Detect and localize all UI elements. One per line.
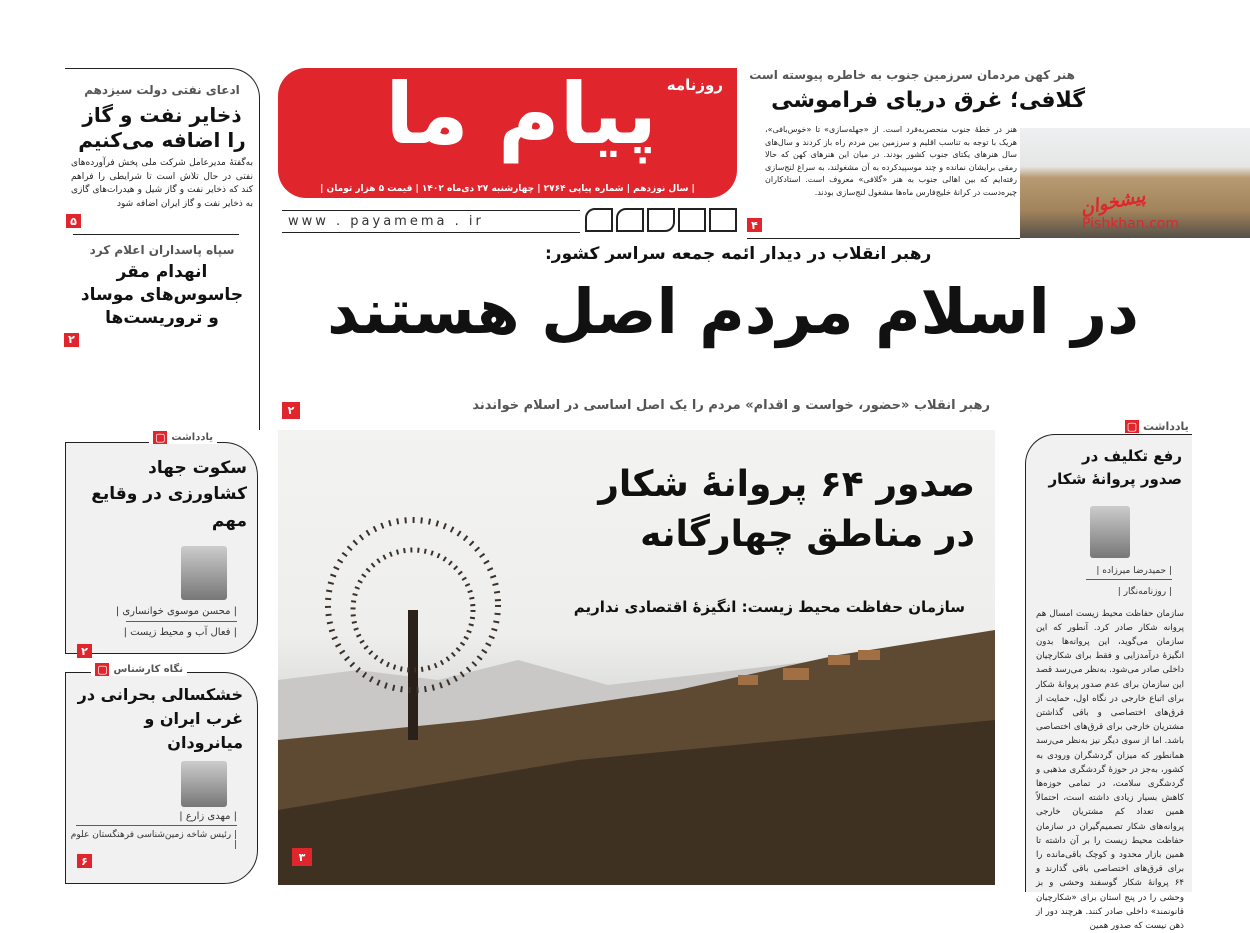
logo-icon: ▢ (153, 431, 167, 444)
opinion-headline[interactable]: سکوت جهاد کشاورزی در وقایع مهم (86, 455, 247, 534)
story-headline[interactable]: گلافی؛ غرق دریای فراموشی (771, 88, 1085, 113)
left-column (65, 68, 260, 430)
story-headline[interactable]: انهدام مقر جاسوس‌های موساد و تروریست‌ها (73, 261, 251, 330)
story-headline[interactable]: ذخایر نفت و گاز را اضافه می‌کنیم (71, 103, 253, 153)
author-name: | مهدی زارع | (66, 811, 237, 822)
logo-boxes-icon (585, 208, 737, 232)
lead-kicker: رهبر انقلاب در دیدار ائمه جمعه سراسر کشور: (545, 244, 931, 264)
author-role: | روزنامه‌نگار | (1026, 587, 1172, 597)
author-photo (1090, 506, 1130, 558)
author-role: | رئیس شاخه زمین‌شناسی فرهنگستان علوم | (66, 830, 237, 850)
opinion-headline[interactable]: خشکسالی بحرانی در غرب ایران و میانرودان (74, 683, 243, 755)
right-opinion-card (1025, 434, 1192, 892)
url-text: www . payamema . ir (288, 214, 484, 229)
masthead-info: | سال نوزدهم | شماره پیاپی ۲۷۶۴ | چهارشنبه ۲۷ دی‌ماه ۱۴۰۲ | قیمت ۵ هزار تومان | (278, 184, 737, 194)
author-role: | فعال آب و محیط زیست | (66, 627, 237, 638)
logo-icon: ▢ (1125, 420, 1139, 433)
page-badge[interactable]: ۳ (292, 848, 312, 866)
lead-headline[interactable]: در اسلام مردم اصل هستند (278, 272, 1188, 353)
opinion-card (65, 672, 258, 884)
page-badge[interactable]: ۲ (282, 402, 300, 419)
author-photo (181, 546, 227, 600)
page-badge[interactable]: ۴ (747, 218, 762, 232)
masthead (278, 68, 737, 198)
story-kicker: ادعای نفتی دولت سیزدهم (65, 83, 259, 97)
page-badge[interactable]: ۶ (77, 854, 92, 868)
opinion-body: سازمان حفاظت محیط زیست امسال هم پروانه شکار صادر کرد. آنطور که این سازمان می‌گوید، این پروانه‌ها بدون انگیزهٔ درآمدزایی و فقط برای شکارچیان داخلی صادر می‌شود. به‌نظر می‌رسد قصد این سازمان برای عدم صدور پروانهٔ شکار برای اتباع خارجی در نگاه اول، حمایت از قرق‌های اختصاصی و باقی گذاشتن مشتریان خارجی برای قرق‌های اختصاصی باشد. اما از سوی دیگر نیز به‌نظر می‌رسد همانطور که میزان گردشگران ورودی به کشور، به‌جز در حوزهٔ گردشگری مذهبی و گردشگری سلامت، در تمامی حوزه‌ها کاهش بسیار زیادی داشته است، احتمالاً همین تعداد کم مشتریان خارجی پروانه‌های شکار تصمیم‌گیران در سازمان حفاظت محیط زیست را بر آن داشته تا همین بازار محدود و کوچک باقی‌مانده را برای قرق‌های اختصاصی باقی گذارند و ۶۴ پروانهٔ شکار گوسفند وحشی و بز وحشی را در پنج استان برای «شکارچیان قانونمند» داخلی صادر کنند. هرچند دور از ذهن نیست که صدور همین (1036, 607, 1184, 933)
watermark: پیشخوان (1079, 185, 1148, 219)
story-body: به‌گفتهٔ مدیرعامل شرکت ملی پخش فرآورده‌های نفتی در حال تلاش است تا شرایطی را فراهم کند که ذخایر نفت و گاز شیل و هیدرات‌های گازی به ذخایر نفت و گاز ایران اضافه شود (71, 157, 253, 211)
top-story (745, 68, 1250, 240)
main-photo[interactable] (278, 430, 995, 885)
website-url[interactable] (282, 210, 580, 233)
story-kicker: هنر کهن مردمان سرزمین جنوب به خاطره پیوسته است (749, 68, 1075, 82)
author-name: | حمیدرضا میرزاده | (1026, 566, 1172, 576)
note-label: یادداشت (171, 432, 213, 443)
right-note-label: یادداشت ▢ (1125, 420, 1189, 433)
page-badge[interactable]: ۵ (66, 214, 81, 228)
divider (73, 234, 239, 235)
story-kicker: سپاه پاسداران اعلام کرد (65, 243, 259, 257)
story-body: هنر در خطهٔ جنوب منحصربه‌فرد است. از «جهله‌سازی» تا «خوس‌بافی»، هریک با توجه به تناسب اقلیم و سرزمین بین مردم راه باز کردند و سال‌های سال هنرهای یکتای جنوب کشور بودند. در میان این هنرهای کهن که حالا رمقی برایشان نمانده و چند موسپیدکرده به آن مشغولند، به سراغ لنج‌سازی رفته‌ایم که بین اهالی جنوب به هنر «گلافی» معروف است. استادکاران چیره‌دست در کرانهٔ خلیج‌فارس ماه‌ها مشغول لنج‌سازی بودند. (765, 124, 1017, 199)
logo-icon: ▢ (95, 663, 109, 676)
page-badge[interactable]: ۲ (77, 644, 92, 658)
page-badge[interactable]: ۲ (64, 333, 79, 347)
lead-subtitle: رهبر انقلاب «حضور، خواست و اقدام» مردم را یک اصل اساسی در اسلام خواندند (420, 398, 990, 413)
photo-headline[interactable]: صدور ۶۴ پروانهٔ شکار در مناطق چهارگانه (598, 460, 975, 561)
note-label: نگاه کارشناس (113, 664, 183, 675)
photo-subtitle: سازمان حفاظت محیط زیست: انگیزهٔ اقتصادی نداریم (574, 598, 965, 616)
opinion-card (65, 442, 258, 654)
newspaper-logo[interactable]: پیام ما (385, 64, 657, 165)
watermark-url: Pishkhan.com (1082, 216, 1179, 232)
author-photo (181, 761, 227, 807)
opinion-headline[interactable]: رفع تکلیف در صدور پروانهٔ شکار (1040, 445, 1182, 492)
author-name: | محسن موسوی خوانساری | (66, 606, 237, 617)
masthead-prefix: روزنامه (667, 76, 723, 94)
